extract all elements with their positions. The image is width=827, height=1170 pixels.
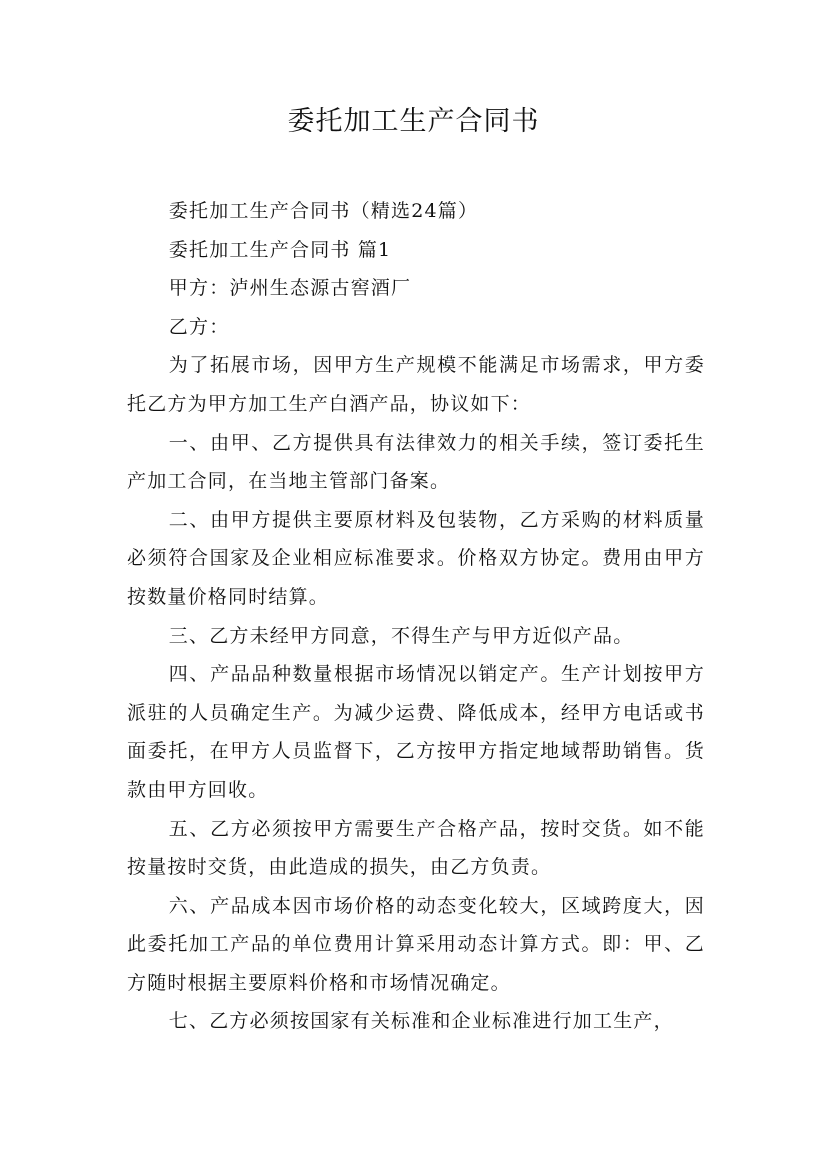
paragraph-clause-1: 一、由甲、乙方提供具有法律效力的相关手续，签订委托生产加工合同，在当地主管部门备案。 [127,431,705,493]
paragraph-party-b: 乙方： [168,315,230,338]
paragraph-clause-2: 二、由甲方提供主要原材料及包装物，乙方采购的材料质量必须符合国家及企业相应标准要求。价格双方协定。费用由甲方按数量价格同时结算。 [127,508,705,608]
paragraph-party-a: 甲方：泸州生态源古窖酒厂 [168,277,412,300]
paragraph-clause-4: 四、产品品种数量根据市场情况以销定产。生产计划按甲方派驻的人员确定生产。为减少运费、降低成本，经甲方电话或书面委托，在甲方人员监督下，乙方按甲方指定地域帮助销售。货款由甲方回收。 [127,663,705,801]
paragraph-clause-7: 七、乙方必须按国家有关标准和企业标准进行加工生产， [168,1010,674,1033]
paragraph-clause-3: 三、乙方未经甲方同意，不得生产与甲方近似产品。 [168,624,634,647]
paragraph-section-heading: 委托加工生产合同书 篇1 [168,238,392,261]
paragraph-preamble: 为了拓展市场，因甲方生产规模不能满足市场需求，甲方委托乙方为甲方加工生产白酒产品，协议如下： [127,354,705,415]
document-title: 委托加工生产合同书 [287,106,540,137]
document-body [127,192,705,1041]
paragraph-collection-title: 委托加工生产合同书（精选24篇） [168,200,479,222]
paragraph-clause-5: 五、乙方必须按甲方需要生产合格产品，按时交货。如不能按量按时交货，由此造成的损失，由乙方负责。 [127,817,705,879]
paragraph-clause-6: 六、产品成本因市场价格的动态变化较大，区域跨度大，因此委托加工产品的单位费用计算采用动态计算方式。即：甲、乙方随时根据主要原料价格和市场情况确定。 [127,894,705,994]
